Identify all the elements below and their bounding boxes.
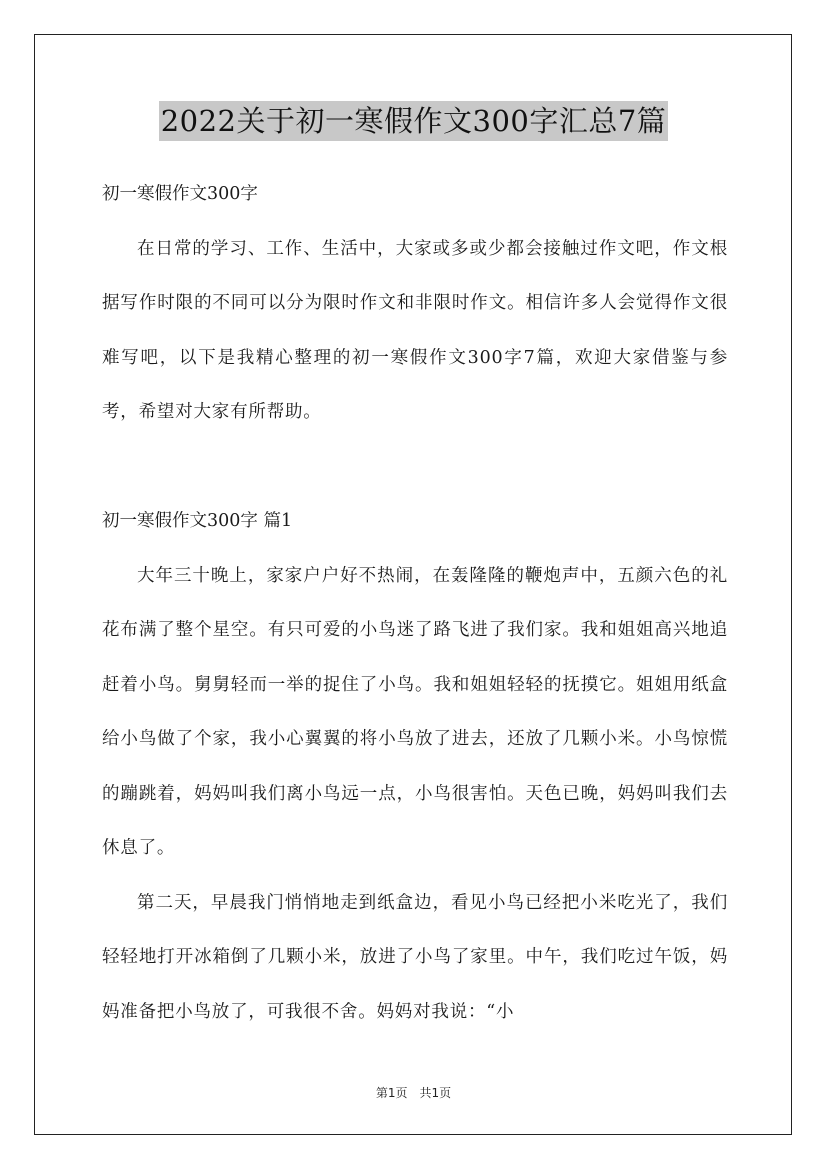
title-container	[0, 101, 827, 141]
document-body	[102, 167, 728, 1039]
document-title: 2022关于初一寒假作文300字汇总7篇	[159, 101, 669, 141]
body-paragraph: 大年三十晚上，家家户户好不热闹，在轰隆隆的鞭炮声中，五颜六色的礼花布满了整个星空。有只可爱的小鸟迷了路飞进了我们家。我和姐姐高兴地追赶着小鸟。舅舅轻而一举的捉住了小鸟。我和姐姐轻轻的抚摸它。姐姐用纸盒给小鸟做了个家，我小心翼翼的将小鸟放了进去，还放了几颗小米。小鸟惊慌的蹦跳着，妈妈叫我们离小鸟远一点，小鸟很害怕。天色已晚，妈妈叫我们去休息了。	[102, 565, 728, 858]
section-heading: 初一寒假作文300字	[102, 184, 258, 204]
intro-paragraph: 在日常的学习、工作、生活中，大家或多或少都会接触过作文吧，作文根据写作时限的不同可以分为限时作文和非限时作文。相信许多人会觉得作文很难写吧，以下是我精心整理的初一寒假作文300字7篇，欢迎大家借鉴与参考，希望对大家有所帮助。	[102, 238, 728, 422]
page-footer: 第1页 共1页	[375, 1086, 452, 1100]
body-paragraph: 第二天，早晨我门悄悄地走到纸盒边，看见小鸟已经把小米吃光了，我们轻轻地打开冰箱倒了几颗小米，放进了小鸟了家里。中午，我们吃过午饭，妈妈准备把小鸟放了，可我很不舍。妈妈对我说：“小	[102, 892, 728, 1022]
section-spacer	[102, 440, 728, 495]
section-heading: 初一寒假作文300字 篇1	[102, 511, 293, 531]
